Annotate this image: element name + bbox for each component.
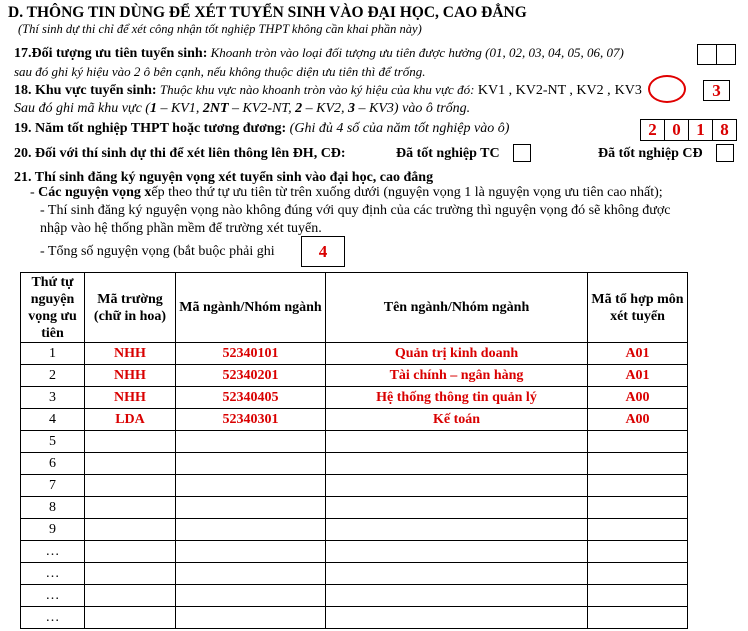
cell-order: 7 <box>21 475 85 497</box>
cell-order: 8 <box>21 497 85 519</box>
cell-subject-group[interactable]: A01 <box>588 343 688 365</box>
cell-major-name[interactable] <box>326 607 588 629</box>
q18-desc: Thuộc khu vực nào khoanh tròn vào ký hiệu của khu vực đó: <box>156 82 475 97</box>
table-row <box>21 387 688 409</box>
q18-note-p1: Sau đó ghi mã khu vực ( <box>14 101 150 116</box>
col-header-subject-group: Mã tổ hợp môn xét tuyển <box>588 273 688 343</box>
q18-note-p3: – KV2-NT, <box>228 101 296 116</box>
total-wishes-box[interactable]: 4 <box>301 236 345 267</box>
cell-major-name[interactable] <box>326 497 588 519</box>
col-header-major-code: Mã ngành/Nhóm ngành <box>176 273 326 343</box>
cell-subject-group[interactable] <box>588 519 688 541</box>
cell-order: 5 <box>21 431 85 453</box>
table-row <box>21 541 688 563</box>
cell-school-code[interactable]: NHH <box>85 387 176 409</box>
q20-label: 20. Đối với thí sinh dự thi để xét liên thông lên ĐH, CĐ: <box>14 146 346 161</box>
cell-school-code[interactable] <box>85 453 176 475</box>
q17-desc: Khoanh tròn vào loại đối tượng ưu tiên được hưởng (01, 02, 03, 04, 05, 06, 07) <box>207 45 624 60</box>
cell-subject-group[interactable]: A00 <box>588 387 688 409</box>
year-digit-2[interactable]: 0 <box>664 119 689 141</box>
cell-subject-group[interactable] <box>588 431 688 453</box>
cell-order: … <box>21 541 85 563</box>
cell-major-name[interactable] <box>326 431 588 453</box>
q19-desc: (Ghi đủ 4 số của năm tốt nghiệp vào ô) <box>286 121 510 136</box>
q18-circled-option: KV3 <box>614 83 642 98</box>
year-digit-3[interactable]: 1 <box>688 119 713 141</box>
cell-major-code[interactable] <box>176 585 326 607</box>
table-header-row <box>21 273 688 343</box>
cell-school-code[interactable] <box>85 497 176 519</box>
table-row <box>21 453 688 475</box>
q20-cd-checkbox[interactable] <box>716 144 734 162</box>
q21-bullet-1-bold: Các nguyện vọng x <box>38 185 152 200</box>
cell-major-name[interactable]: Hệ thống thông tin quản lý <box>326 387 588 409</box>
cell-school-code[interactable]: LDA <box>85 409 176 431</box>
q18-note-b2: 2NT <box>202 101 229 116</box>
wishes-table <box>20 272 688 629</box>
cell-order: 4 <box>21 409 85 431</box>
cell-major-code[interactable]: 52340201 <box>176 365 326 387</box>
col-header-order: Thứ tự nguyện vọng ưu tiên <box>21 273 85 343</box>
cell-major-name[interactable] <box>326 563 588 585</box>
cell-major-code[interactable]: 52340405 <box>176 387 326 409</box>
cell-subject-group[interactable] <box>588 563 688 585</box>
cell-major-code[interactable] <box>176 453 326 475</box>
kv3-circle-mark <box>648 75 686 103</box>
cell-subject-group[interactable] <box>588 541 688 563</box>
cell-subject-group[interactable] <box>588 497 688 519</box>
cell-subject-group[interactable] <box>588 475 688 497</box>
q18-label: 18. Khu vực tuyển sinh: <box>14 83 157 98</box>
cell-major-code[interactable] <box>176 497 326 519</box>
cell-order: 9 <box>21 519 85 541</box>
cell-school-code[interactable] <box>85 585 176 607</box>
cell-major-name[interactable] <box>326 475 588 497</box>
table-row <box>21 475 688 497</box>
cell-major-code[interactable]: 52340301 <box>176 409 326 431</box>
year-digit-1[interactable]: 2 <box>640 119 665 141</box>
cell-school-code[interactable] <box>85 431 176 453</box>
cell-major-name[interactable] <box>326 519 588 541</box>
table-row <box>21 519 688 541</box>
q21-bullet-2-line2: nhập vào hệ thống phần mềm để trường xét tuyển. <box>40 221 322 236</box>
q20-cd-label: Đã tốt nghiệp CĐ <box>598 146 703 161</box>
cell-school-code[interactable] <box>85 519 176 541</box>
year-digit-4[interactable]: 8 <box>712 119 737 141</box>
q18-note-p4: – KV2, <box>302 101 349 116</box>
q17-box-1[interactable] <box>697 44 717 65</box>
cell-major-code[interactable] <box>176 431 326 453</box>
cell-order: … <box>21 585 85 607</box>
table-row <box>21 607 688 629</box>
q18-options: KV1 , KV2-NT , KV2 , <box>474 83 611 98</box>
cell-major-code[interactable] <box>176 563 326 585</box>
cell-order: 3 <box>21 387 85 409</box>
q18-line1 <box>14 81 642 99</box>
cell-major-name[interactable]: Kế toán <box>326 409 588 431</box>
cell-order: 1 <box>21 343 85 365</box>
q21-bullet-1-rest: ếp theo thứ tự ưu tiên từ trên xuống dưới (nguyện vọng 1 là nguyện vọng ưu tiên cao nhất); <box>151 185 663 200</box>
cell-subject-group[interactable] <box>588 453 688 475</box>
q18-note <box>14 100 470 117</box>
q18-note-p2: – KV1, <box>156 101 203 116</box>
col-header-school-code: Mã trường (chữ in hoa) <box>85 273 176 343</box>
cell-school-code[interactable] <box>85 541 176 563</box>
cell-order: … <box>21 563 85 585</box>
q17-desc2: sau đó ghi ký hiệu vào 2 ô bên cạnh, nếu không thuộc diện ưu tiên thì để trống. <box>14 64 426 79</box>
cell-school-code[interactable]: NHH <box>85 343 176 365</box>
table-row <box>21 563 688 585</box>
q18-note-p5: – KV3) vào ô trống. <box>355 101 471 116</box>
table-row <box>21 343 688 365</box>
cell-school-code[interactable] <box>85 563 176 585</box>
cell-major-code[interactable] <box>176 607 326 629</box>
q20-tc-checkbox[interactable] <box>513 144 531 162</box>
cell-major-name[interactable]: Quản trị kinh doanh <box>326 343 588 365</box>
cell-subject-group[interactable]: A00 <box>588 409 688 431</box>
q20-tc-label: Đã tốt nghiệp TC <box>396 146 500 161</box>
col-header-major-name: Tên ngành/Nhóm ngành <box>326 273 588 343</box>
cell-order: 6 <box>21 453 85 475</box>
cell-major-code[interactable]: 52340101 <box>176 343 326 365</box>
cell-major-name[interactable] <box>326 541 588 563</box>
table-row <box>21 431 688 453</box>
q18-note-b3: 2 <box>295 101 303 116</box>
cell-major-name[interactable] <box>326 453 588 475</box>
cell-order: … <box>21 607 85 629</box>
table-row <box>21 365 688 387</box>
q17-label: 17.Đối tượng ưu tiên tuyển sinh: <box>14 46 208 61</box>
cell-school-code[interactable] <box>85 607 176 629</box>
q17-box-2[interactable] <box>716 44 736 65</box>
q18-note-b1: 1 <box>149 101 157 116</box>
table-row <box>21 497 688 519</box>
q21-bullet-2-line1: - Thí sinh đăng ký nguyện vọng nào không đúng với quy định của các trường thì nguyện vọng đó sẽ không được <box>40 203 671 218</box>
cell-major-code[interactable] <box>176 475 326 497</box>
cell-major-name[interactable] <box>326 585 588 607</box>
q21-label: 21. Thí sinh đăng ký nguyện vọng xét tuyển sinh vào đại học, cao đẳng <box>14 170 434 185</box>
q19-line <box>14 120 509 137</box>
q21-total-label: - Tổng số nguyện vọng (bắt buộc phải ghi <box>40 244 275 259</box>
cell-order: 2 <box>21 365 85 387</box>
cell-school-code[interactable] <box>85 475 176 497</box>
q17-line1 <box>14 44 624 62</box>
cell-subject-group[interactable] <box>588 607 688 629</box>
q18-area-box[interactable]: 3 <box>703 80 730 101</box>
table-row <box>21 409 688 431</box>
cell-subject-group[interactable] <box>588 585 688 607</box>
cell-major-name[interactable]: Tài chính – ngân hàng <box>326 365 588 387</box>
section-title: D. THÔNG TIN DÙNG ĐỂ XÉT TUYỂN SINH VÀO ĐẠI HỌC, CAO ĐẲNG <box>8 4 527 21</box>
q18-note-b4: 3 <box>348 101 356 116</box>
table-row <box>21 585 688 607</box>
cell-subject-group[interactable]: A01 <box>588 365 688 387</box>
cell-major-code[interactable] <box>176 519 326 541</box>
q21-bullet-1: - Các nguyện vọng xếp theo thứ tự ưu tiên từ trên xuống dưới (nguyện vọng 1 là nguyện vọng ưu tiên cao nhất); <box>30 185 663 200</box>
cell-major-code[interactable] <box>176 541 326 563</box>
q19-label: 19. Năm tốt nghiệp THPT hoặc tương đương: <box>14 121 287 136</box>
section-note: (Thí sinh dự thi chỉ để xét công nhận tốt nghiệp THPT không cần khai phần này) <box>18 22 422 36</box>
cell-school-code[interactable]: NHH <box>85 365 176 387</box>
